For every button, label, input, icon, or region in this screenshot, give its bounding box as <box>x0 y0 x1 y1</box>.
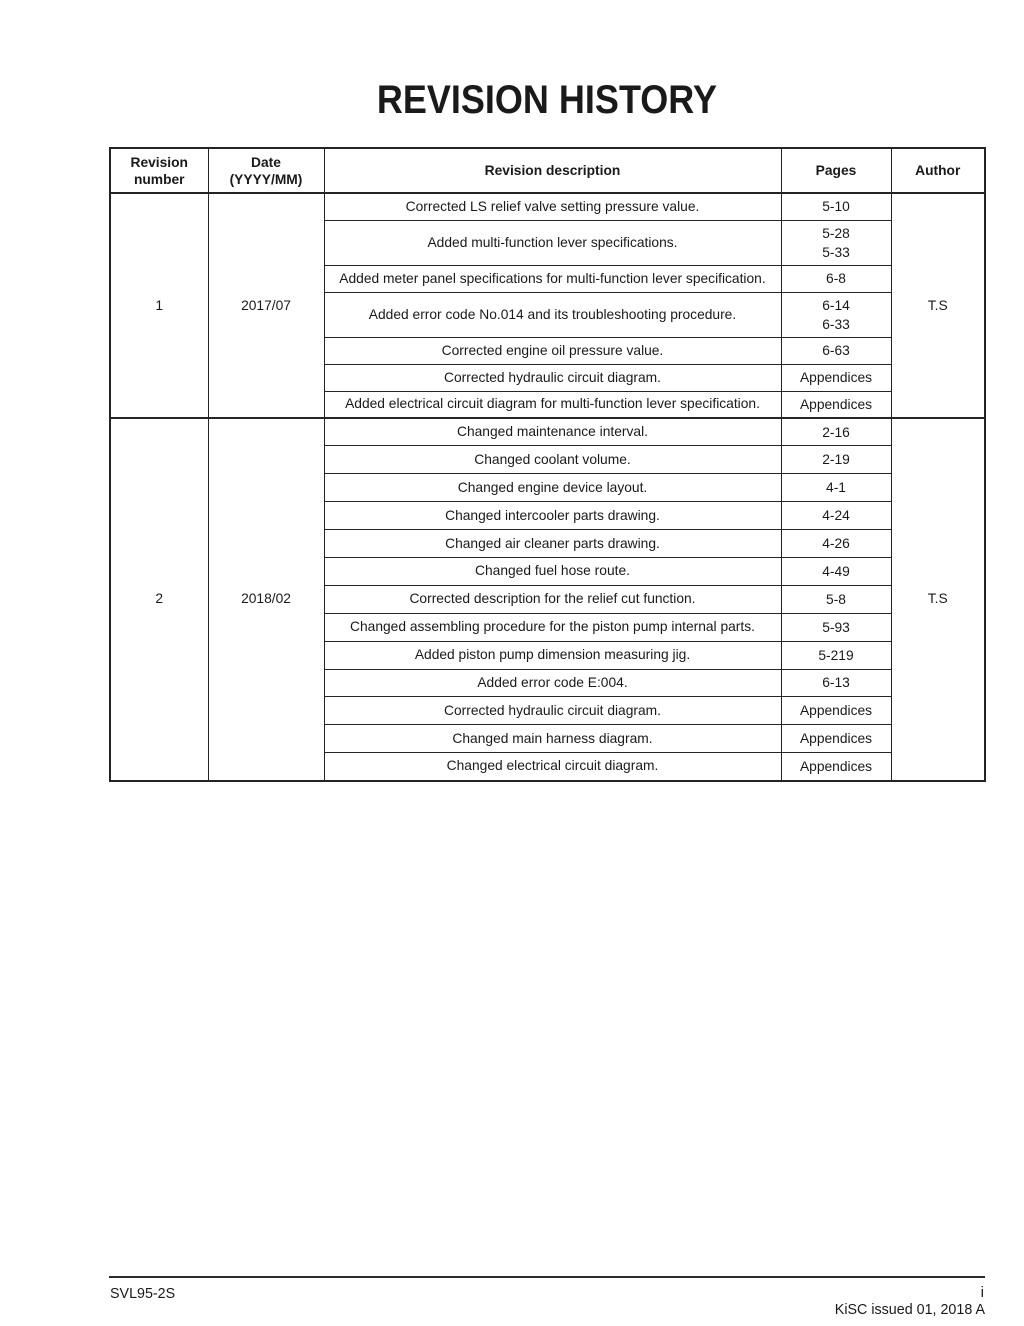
pages-cell: 4-1 <box>781 474 891 502</box>
pages-cell: 5-28 5-33 <box>781 220 891 265</box>
pages-cell: Appendices <box>781 697 891 725</box>
table-row <box>110 193 985 220</box>
description-cell: Corrected description for the relief cut function. <box>324 585 781 613</box>
description-cell: Added error code E:004. <box>324 669 781 697</box>
description-cell: Added meter panel specifications for multi-function lever specification. <box>324 265 781 292</box>
footer-rule <box>109 1276 985 1278</box>
description-cell: Added error code No.014 and its troubleshooting procedure. <box>324 292 781 337</box>
author-cell: T.S <box>891 193 985 418</box>
pages-cell: 5-10 <box>781 193 891 220</box>
footer-issue: KiSC issued 01, 2018 A <box>834 1302 985 1318</box>
description-cell: Corrected hydraulic circuit diagram. <box>324 697 781 725</box>
pages-cell: 5-93 <box>781 613 891 641</box>
description-cell: Changed electrical circuit diagram. <box>324 753 781 781</box>
pages-cell: 6-63 <box>781 337 891 364</box>
description-cell: Added electrical circuit diagram for multi-function lever specification. <box>324 391 781 418</box>
pages-cell: 4-49 <box>781 557 891 585</box>
description-cell: Changed assembling procedure for the piston pump internal parts. <box>324 613 781 641</box>
date-cell: 2018/02 <box>208 418 324 781</box>
description-cell: Changed coolant volume. <box>324 446 781 474</box>
pages-cell: 5-219 <box>781 641 891 669</box>
pages-cell: Appendices <box>781 391 891 418</box>
description-cell: Changed air cleaner parts drawing. <box>324 530 781 558</box>
description-cell: Corrected LS relief valve setting pressure value. <box>324 193 781 220</box>
description-cell: Changed main harness diagram. <box>324 725 781 753</box>
table-row <box>110 418 985 446</box>
date-cell: 2017/07 <box>208 193 324 418</box>
revision-table <box>109 147 986 782</box>
pages-cell: 2-19 <box>781 446 891 474</box>
author-cell: T.S <box>891 418 985 781</box>
header-cell-revision-number: Revision number <box>110 148 208 193</box>
pages-cell: 2-16 <box>781 418 891 446</box>
header-cell-pages: Pages <box>781 148 891 193</box>
page-title-text: REVISION HISTORY <box>376 78 717 122</box>
pages-cell: 5-8 <box>781 585 891 613</box>
description-cell: Changed fuel hose route. <box>324 557 781 585</box>
description-cell: Corrected hydraulic circuit diagram. <box>324 364 781 391</box>
description-cell: Added multi-function lever specifications. <box>324 220 781 265</box>
pages-cell: 6-13 <box>781 669 891 697</box>
description-cell: Changed engine device layout. <box>324 474 781 502</box>
page-title <box>109 77 984 123</box>
description-cell: Changed maintenance interval. <box>324 418 781 446</box>
pages-cell: 6-8 <box>781 265 891 292</box>
revision-table-body <box>110 193 985 781</box>
revision-number-cell: 2 <box>110 418 208 781</box>
table-header-row <box>110 148 985 193</box>
footer-model: SVL95-2S <box>110 1286 176 1302</box>
footer-page-number: i <box>980 1284 984 1301</box>
revision-number-cell: 1 <box>110 193 208 418</box>
header-cell-date: Date (YYYY/MM) <box>208 148 324 193</box>
header-cell-description: Revision description <box>324 148 781 193</box>
pages-cell: Appendices <box>781 753 891 781</box>
pages-cell: Appendices <box>781 725 891 753</box>
description-cell: Corrected engine oil pressure value. <box>324 337 781 364</box>
pages-cell: 6-14 6-33 <box>781 292 891 337</box>
pages-cell: Appendices <box>781 364 891 391</box>
description-cell: Added piston pump dimension measuring jig. <box>324 641 781 669</box>
description-cell: Changed intercooler parts drawing. <box>324 502 781 530</box>
header-cell-author: Author <box>891 148 985 193</box>
pages-cell: 4-24 <box>781 502 891 530</box>
pages-cell: 4-26 <box>781 530 891 558</box>
